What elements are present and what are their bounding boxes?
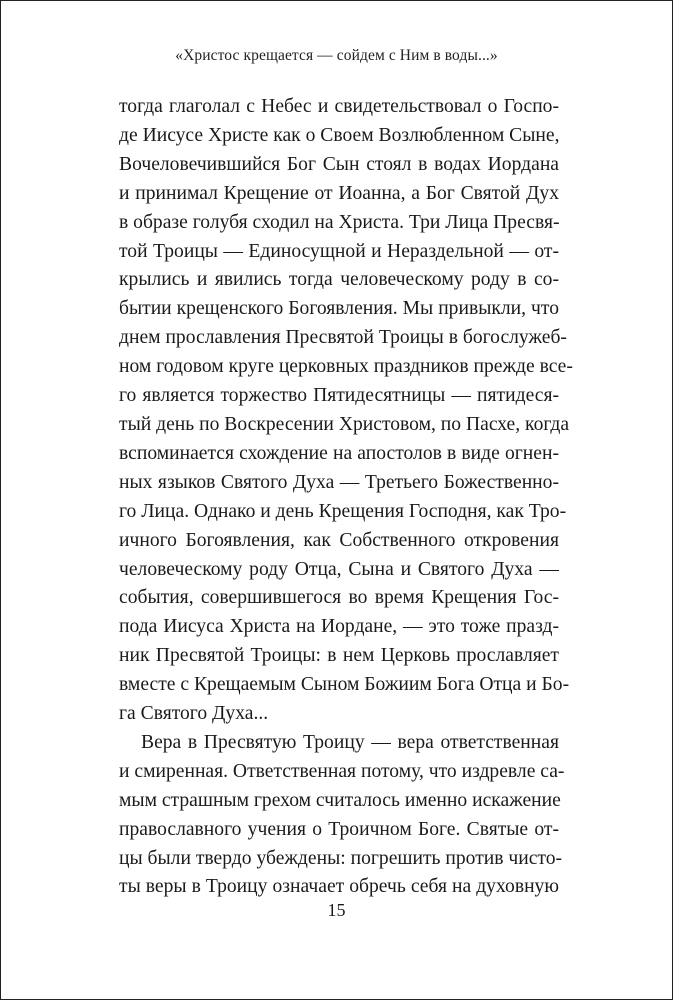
text-line: и принимал Крещение от Иоанна, а Бог Святой Дух xyxy=(119,182,559,204)
paragraph-1 xyxy=(119,93,573,729)
text-line: человеческому роду Отца, Сына и Святого Духа — xyxy=(119,558,559,580)
text-line: той Троицы — Единосущной и Нераздельной — от- xyxy=(119,240,559,262)
text-line: днем прославления Пресвятой Троицы в богослужеб- xyxy=(119,327,567,349)
text-line: вместе с Крещаемым Сыном Божиим Бога Отца и Бо- xyxy=(119,674,570,696)
text-line: в образе голубя сходил на Христа. Три Лица Пресвя- xyxy=(119,211,560,233)
text-line: пода Иисуса Христа на Иордане, — это тоже празд- xyxy=(119,616,559,638)
text-line: крылись и явились тогда человеческому роду в со- xyxy=(119,269,559,291)
text-line: православного учения о Троичном Боге. Святые от- xyxy=(119,818,559,840)
text-line: и смиренная. Ответственная потому, что издревле са- xyxy=(119,760,565,782)
paragraph-2 xyxy=(119,729,565,902)
text-line: цы были твердо убеждены: погрешить против чисто- xyxy=(119,847,563,869)
text-line: ты веры в Троицу означает обречь себя на духовную xyxy=(119,876,559,898)
text-line: тый день по Воскресении Христовом, по Пасхе, когда xyxy=(119,413,570,435)
text-line: Вочеловечившийся Бог Сын стоял в водах Иордана xyxy=(119,153,559,175)
text-line: Вера в Пресвятую Троицу — вера ответственная xyxy=(141,731,559,753)
text-line: ичного Богоявления, как Собственного откровения xyxy=(119,529,559,551)
text-line: тогда глаголал с Небес и свидетельствовал о Госпо- xyxy=(119,96,559,117)
text-line: ных языков Святого Духа — Третьего Божественно- xyxy=(119,471,559,493)
running-head: «Христос крещается — сойдем с Ним в воды...» xyxy=(175,47,498,64)
text-line: бытии крещенского Богоявления. Мы привыкли, что xyxy=(119,298,559,320)
text-line: события, совершившегося во время Крещения Гос- xyxy=(119,587,559,609)
text-line: вспоминается схождение на апостолов в виде огнен- xyxy=(119,442,559,464)
text-line: мым страшным грехом считалось именно искажение xyxy=(119,789,561,811)
text-line: де Иисусе Христе как о Своем Возлюбленном Сыне, xyxy=(119,124,560,146)
page-number: 15 xyxy=(327,900,346,920)
text-line: го является торжество Пятидесятницы — пятидеся- xyxy=(119,385,559,407)
text-line: го Лица. Однако и день Крещения Господня, как Тро- xyxy=(119,500,567,522)
text-line: га Святого Духа... xyxy=(119,703,269,725)
text-line: ник Пресвятой Троицы: в нем Церковь прославляет xyxy=(119,645,559,667)
body-text xyxy=(119,93,573,902)
text-line: ном годовом круге церковных праздников прежде все- xyxy=(119,356,573,378)
